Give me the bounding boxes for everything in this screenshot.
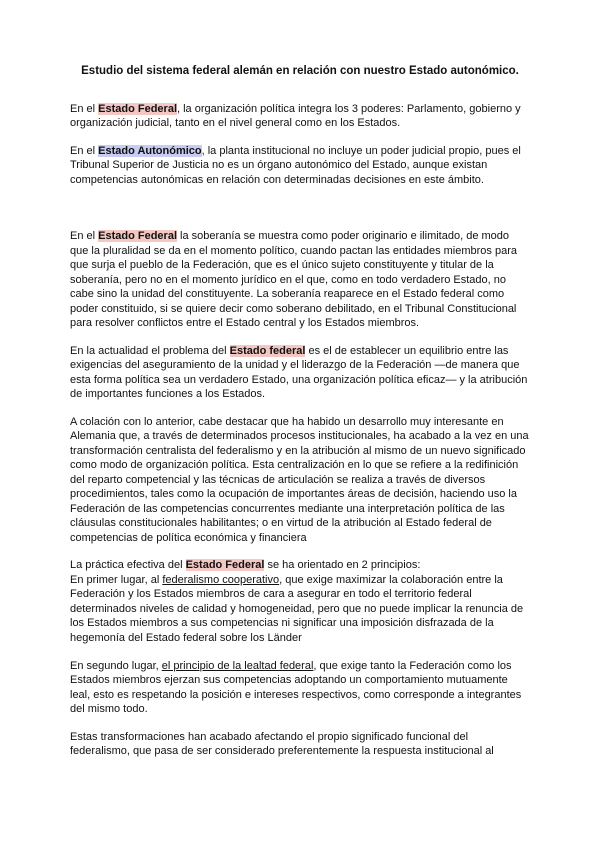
paragraph xyxy=(70,344,530,402)
text-run: En el xyxy=(70,230,99,243)
highlighted-term: Estado federal xyxy=(229,344,306,357)
text-run: es el de establecer un equilibrio entre las exigencias del aseguramiento de la unidad y el liderazgo de la Federación —de manera que esta forma política sea un verdadero Estado, una organización política eficaz— y la atribución de importantes funciones a los Estados. xyxy=(70,344,528,401)
document-title: Estudio del sistema federal alemán en relación con nuestro Estado autonómico. xyxy=(81,65,519,77)
paragraph xyxy=(70,144,530,188)
paragraph xyxy=(70,659,530,717)
underlined-term: el principio de la lealtad federal xyxy=(161,659,314,672)
text-run: , la organización política integra los 3 poderes: Parlamento, gobierno y organización judicial, tanto en el nivel general como en los Estados. xyxy=(70,102,521,130)
underlined-term: federalismo cooperativo xyxy=(162,573,280,586)
text-run: , que exige tanto la Federación como los Estados miembros ejerzan sus competencias adoptando un comportamiento mutuamente leal, esto es respetando la posición e intereses respectivos, como corresponde a integrantes del mismo todo. xyxy=(70,659,522,716)
text-run: , que exige maximizar la colaboración entre la Federación y los Estados miembros de cara a asegurar en todo el territorio federal determinados niveles de calidad y homogeneidad, pero que no puede implicar la renuncia de los Estados miembros a sus competencias ni significar una imposición disfrazada de la hegemonía del Estado federal sobre los Länder xyxy=(70,573,524,644)
text-run: En segundo lugar, xyxy=(70,659,162,672)
text-run: Estas transformaciones han acabado afectando el propio significado funcional del federalismo, que pasa de ser considerado preferentemente la respuesta institucional al xyxy=(70,730,494,758)
highlighted-term: Estado Federal xyxy=(98,230,177,243)
text-run: En la actualidad el problema del xyxy=(70,344,230,357)
highlighted-term: Estado Federal xyxy=(185,559,265,572)
paragraph xyxy=(70,558,530,645)
text-run: En primer lugar, al xyxy=(70,573,163,586)
paragraphs-container xyxy=(70,102,530,759)
paragraph xyxy=(70,415,530,546)
text-run: En el xyxy=(70,144,99,157)
highlighted-term: Estado Federal xyxy=(98,102,177,115)
paragraph xyxy=(70,730,530,759)
text-run: La práctica efectiva del xyxy=(70,559,186,572)
paragraph xyxy=(70,102,530,131)
text-run: la soberanía se muestra como poder originario e ilimitado, de modo que la pluralidad se da en el momento político, cuando pactan las entidades miembros para que surja el pueblo de la Federación, que es el único sujeto constituyente y titular de la soberanía, pero no en el momento jurídico en el que, como en todo verdadero Estado, no cabe sino la unidad del constituyente. La soberanía reaparece en el Estado federal como poder constituido, si se quiere decir como soberano debilitado, en el Tribunal Constitucional para resolver conflictos entre el Estado central y los Estados miembros. xyxy=(70,230,517,330)
paragraph xyxy=(70,229,530,331)
text-run: , la planta institucional no incluye un poder judicial propio, pues el Tribunal Superior de Justicia no es un órgano autonómico del Estado, aunque existan competencias autonómicas en relación con determinadas decisiones en este ámbito. xyxy=(70,144,521,186)
highlighted-term: Estado Autonómico xyxy=(98,144,202,157)
text-run: En el xyxy=(70,102,99,115)
text-run: se ha orientado en 2 principios: xyxy=(264,559,421,572)
text-run: A colación con lo anterior, cabe destacar que ha habido un desarrollo muy interesante en Alemania que, a través de determinados procesos institucionales, ha acabado a la vez en una transformación centralista del federalismo y en la atribución al mismo de un nuevo significado como modo de organización política. Esta centralización en lo que se refiere a la redifinición del reparto competencial y las técnicas de articulación se realiza a través de diversos procedimientos, tales como la ocupación de importantes áreas de decisión, haciendo uso la Federación de las competencias concurrentes mediante una interpretación política de las cláusulas constitucionales habilitantes; o en virtud de la atribución al Estado federal de competencias de política económica y financiera xyxy=(70,415,529,544)
